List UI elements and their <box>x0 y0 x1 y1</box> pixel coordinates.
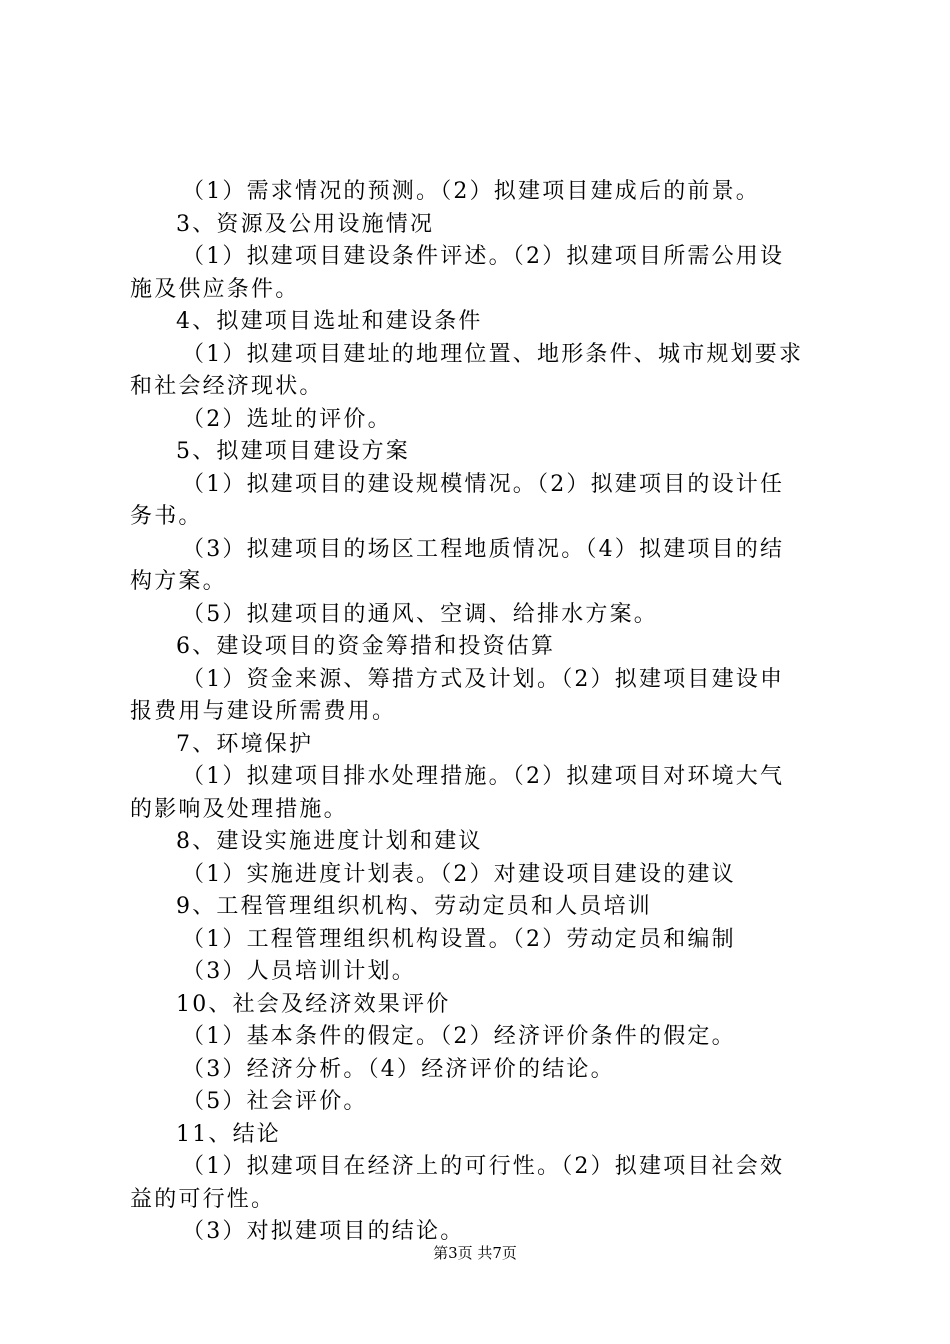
list-item: （2）选址的评价。 <box>182 406 392 432</box>
list-item-continuation: 施及供应条件。 <box>130 276 300 302</box>
list-item: （1）工程管理组织机构设置。（2）劳动定员和编制 <box>182 926 736 952</box>
list-item: （3）对拟建项目的结论。 <box>182 1219 465 1244</box>
list-item: （1）拟建项目排水处理措施。（2）拟建项目对环境大气 <box>182 764 785 789</box>
section-heading: 4、拟建项目选址和建设条件 <box>176 309 483 334</box>
list-item: （3）人员培训计划。 <box>182 959 416 984</box>
list-item: （5）拟建项目的通风、空调、给排水方案。 <box>182 601 658 627</box>
list-item: （1）实施进度计划表。（2）对建设项目建设的建议 <box>182 861 736 887</box>
list-item-continuation: 构方案。 <box>130 569 227 594</box>
list-item-continuation: 和社会经济现状。 <box>130 374 324 399</box>
list-item: （1）拟建项目的建设规模情况。（2）拟建项目的设计任 <box>182 471 785 497</box>
list-item: （1）拟建项目在经济上的可行性。（2）拟建项目社会效 <box>182 1154 785 1179</box>
list-item: （1）基本条件的假定。（2）经济评价条件的假定。 <box>182 1024 736 1049</box>
list-item: （1）拟建项目建址的地理位置、地形条件、城市规划要求 <box>182 341 804 367</box>
list-item-continuation: 的影响及处理措施。 <box>130 796 348 822</box>
list-item-continuation: 益的可行性。 <box>130 1186 276 1212</box>
document-body <box>130 176 832 1249</box>
list-item-continuation: 务书。 <box>130 504 203 529</box>
section-heading: 10、社会及经济效果评价 <box>176 991 451 1017</box>
section-heading: 5、拟建项目建设方案 <box>176 439 410 464</box>
section-heading: 7、环境保护 <box>176 731 314 757</box>
list-item: （5）社会评价。 <box>182 1089 368 1114</box>
list-item-continuation: 报费用与建设所需费用。 <box>130 699 397 724</box>
section-heading: 9、工程管理组织机构、劳动定员和人员培训 <box>176 894 652 919</box>
section-heading: 8、建设实施进度计划和建议 <box>176 829 483 854</box>
list-item: （1）需求情况的预测。（2）拟建项目建成后的前景。 <box>182 179 760 204</box>
list-item: （1）拟建项目建设条件评述。（2）拟建项目所需公用设 <box>182 244 785 269</box>
section-heading: 11、结论 <box>176 1121 281 1147</box>
list-item: （3）拟建项目的场区工程地质情况。（4）拟建项目的结 <box>182 536 785 562</box>
list-item: （1）资金来源、筹措方式及计划。（2）拟建项目建设申 <box>182 666 785 692</box>
page-footer: 第3页 共7页 <box>433 1244 517 1262</box>
list-item: （3）经济分析。（4）经济评价的结论。 <box>182 1056 615 1082</box>
section-heading: 3、资源及公用设施情况 <box>176 211 435 237</box>
section-heading: 6、建设项目的资金筹措和投资估算 <box>176 634 556 659</box>
